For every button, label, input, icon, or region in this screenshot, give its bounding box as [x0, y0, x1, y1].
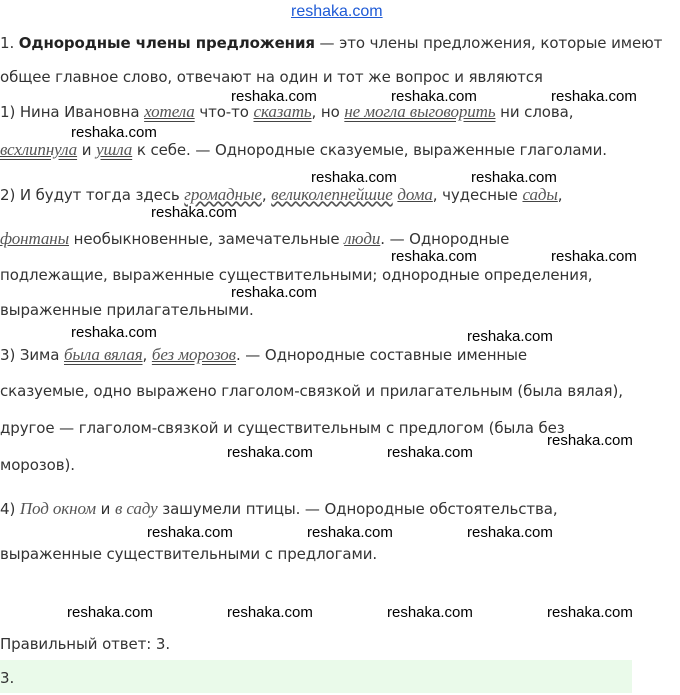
ex2-text-f: необыкновенные, замечательные	[69, 230, 345, 248]
ex1-word-hotela: хотела	[144, 102, 195, 121]
ex2-word-lyudi: люди	[344, 229, 381, 248]
watermark: reshaka.com	[67, 604, 153, 621]
intro-line-2: общее главное слово, отвечают на один и тот же вопрос и являются	[0, 68, 543, 86]
answer-value: 3.	[0, 669, 15, 687]
ex4-text-b: и	[95, 500, 115, 518]
ex2-word-velikolepneyshie: великолепнейшие	[271, 185, 393, 204]
watermark: reshaka.com	[387, 604, 473, 621]
ex3-text-b: ,	[142, 346, 152, 364]
ex1-text-e: и	[77, 141, 97, 159]
intro-term: Однородные члены предложения	[18, 34, 315, 52]
example-4-line-1	[0, 499, 558, 519]
ex2-word-gromadnye: громадные	[184, 185, 262, 204]
ex1-text-a: 1) Нина Ивановна	[0, 103, 145, 121]
watermark: reshaka.com	[471, 169, 557, 186]
ex2-text-g: . — Однородные	[380, 230, 510, 248]
example-1-line-2	[0, 140, 607, 160]
watermark: reshaka.com	[231, 284, 317, 301]
ex1-word-ushla: ушла	[96, 140, 133, 159]
ex3-text-a: 3) Зима	[0, 346, 65, 364]
watermark: reshaka.com	[71, 124, 157, 141]
ex4-text-a: 4)	[0, 500, 20, 518]
example-3-line-4: морозов).	[0, 456, 75, 474]
ex4-text-c: зашумели птицы. — Однородные обстоятельства,	[157, 500, 558, 518]
ex1-text-d: ни слова,	[495, 103, 574, 121]
example-2-line-3: подлежащие, выраженные существительными; однородные определения,	[0, 266, 593, 284]
ex4-word-pod-oknom: Под окном	[19, 499, 96, 518]
ex2-word-sady: сады	[522, 185, 558, 204]
ex1-word-vshlipnula: всхлипнула	[0, 140, 78, 159]
ex2-word-fontany: фонтаны	[0, 229, 70, 248]
ex2-text-b: ,	[261, 186, 272, 204]
ex2-text-e: ,	[557, 186, 563, 204]
watermark: reshaka.com	[467, 328, 553, 345]
watermark: reshaka.com	[227, 444, 313, 461]
ex1-text-b: что-то	[194, 103, 254, 121]
intro-line-1	[0, 33, 662, 53]
ex2-text-d: , чудесные	[432, 186, 523, 204]
ex4-word-v-sadu: в саду	[114, 499, 158, 518]
watermark: reshaka.com	[547, 432, 633, 449]
watermark: reshaka.com	[227, 604, 313, 621]
example-2-line-4: выраженные прилагательными.	[0, 301, 254, 319]
ex3-word-bez-morozov: без морозов	[151, 345, 236, 364]
ex3-word-byla-vyalaya: была вялая	[64, 345, 143, 364]
watermark: reshaka.com	[307, 524, 393, 541]
example-3-line-2: сказуемые, одно выражено глаголом-связкой и прилагательным (была вялая),	[0, 382, 623, 400]
watermark: reshaka.com	[547, 604, 633, 621]
example-3-line-1	[0, 345, 527, 365]
watermark: reshaka.com	[147, 524, 233, 541]
example-4-line-2: выраженные существительными с предлогами.	[0, 545, 378, 563]
example-2-line-2	[0, 229, 509, 249]
watermark-top[interactable]: reshaka.com	[291, 3, 383, 20]
watermark: reshaka.com	[387, 444, 473, 461]
watermark: reshaka.com	[151, 204, 237, 221]
answer-box	[0, 660, 632, 693]
example-3-line-3: другое — глаголом-связкой и существительным с предлогом (была без	[0, 419, 565, 437]
ex1-text-c: , но	[311, 103, 345, 121]
intro-rest: — это члены предложения, которые имеют	[314, 34, 663, 52]
ex1-text-f: к себе. — Однородные сказуемые, выраженные глаголами.	[132, 141, 607, 159]
watermark: reshaka.com	[551, 248, 637, 265]
answer-label: Правильный ответ: 3.	[0, 635, 171, 653]
watermark: reshaka.com	[551, 88, 637, 105]
ex1-word-skazat: сказать	[253, 102, 312, 121]
ex2-text-a: 2) И будут тогда здесь	[0, 186, 185, 204]
watermark: reshaka.com	[311, 169, 397, 186]
watermark: reshaka.com	[467, 524, 553, 541]
watermark: reshaka.com	[391, 88, 477, 105]
watermark: reshaka.com	[71, 324, 157, 341]
ex1-word-ne-mogla: не могла выговорить	[344, 102, 496, 121]
watermark: reshaka.com	[231, 88, 317, 105]
ex2-word-doma: дома	[397, 185, 433, 204]
example-2-line-1	[0, 185, 562, 205]
ex3-text-c: . — Однородные составные именные	[235, 346, 528, 364]
watermark: reshaka.com	[391, 248, 477, 265]
intro-number: 1.	[0, 34, 19, 52]
